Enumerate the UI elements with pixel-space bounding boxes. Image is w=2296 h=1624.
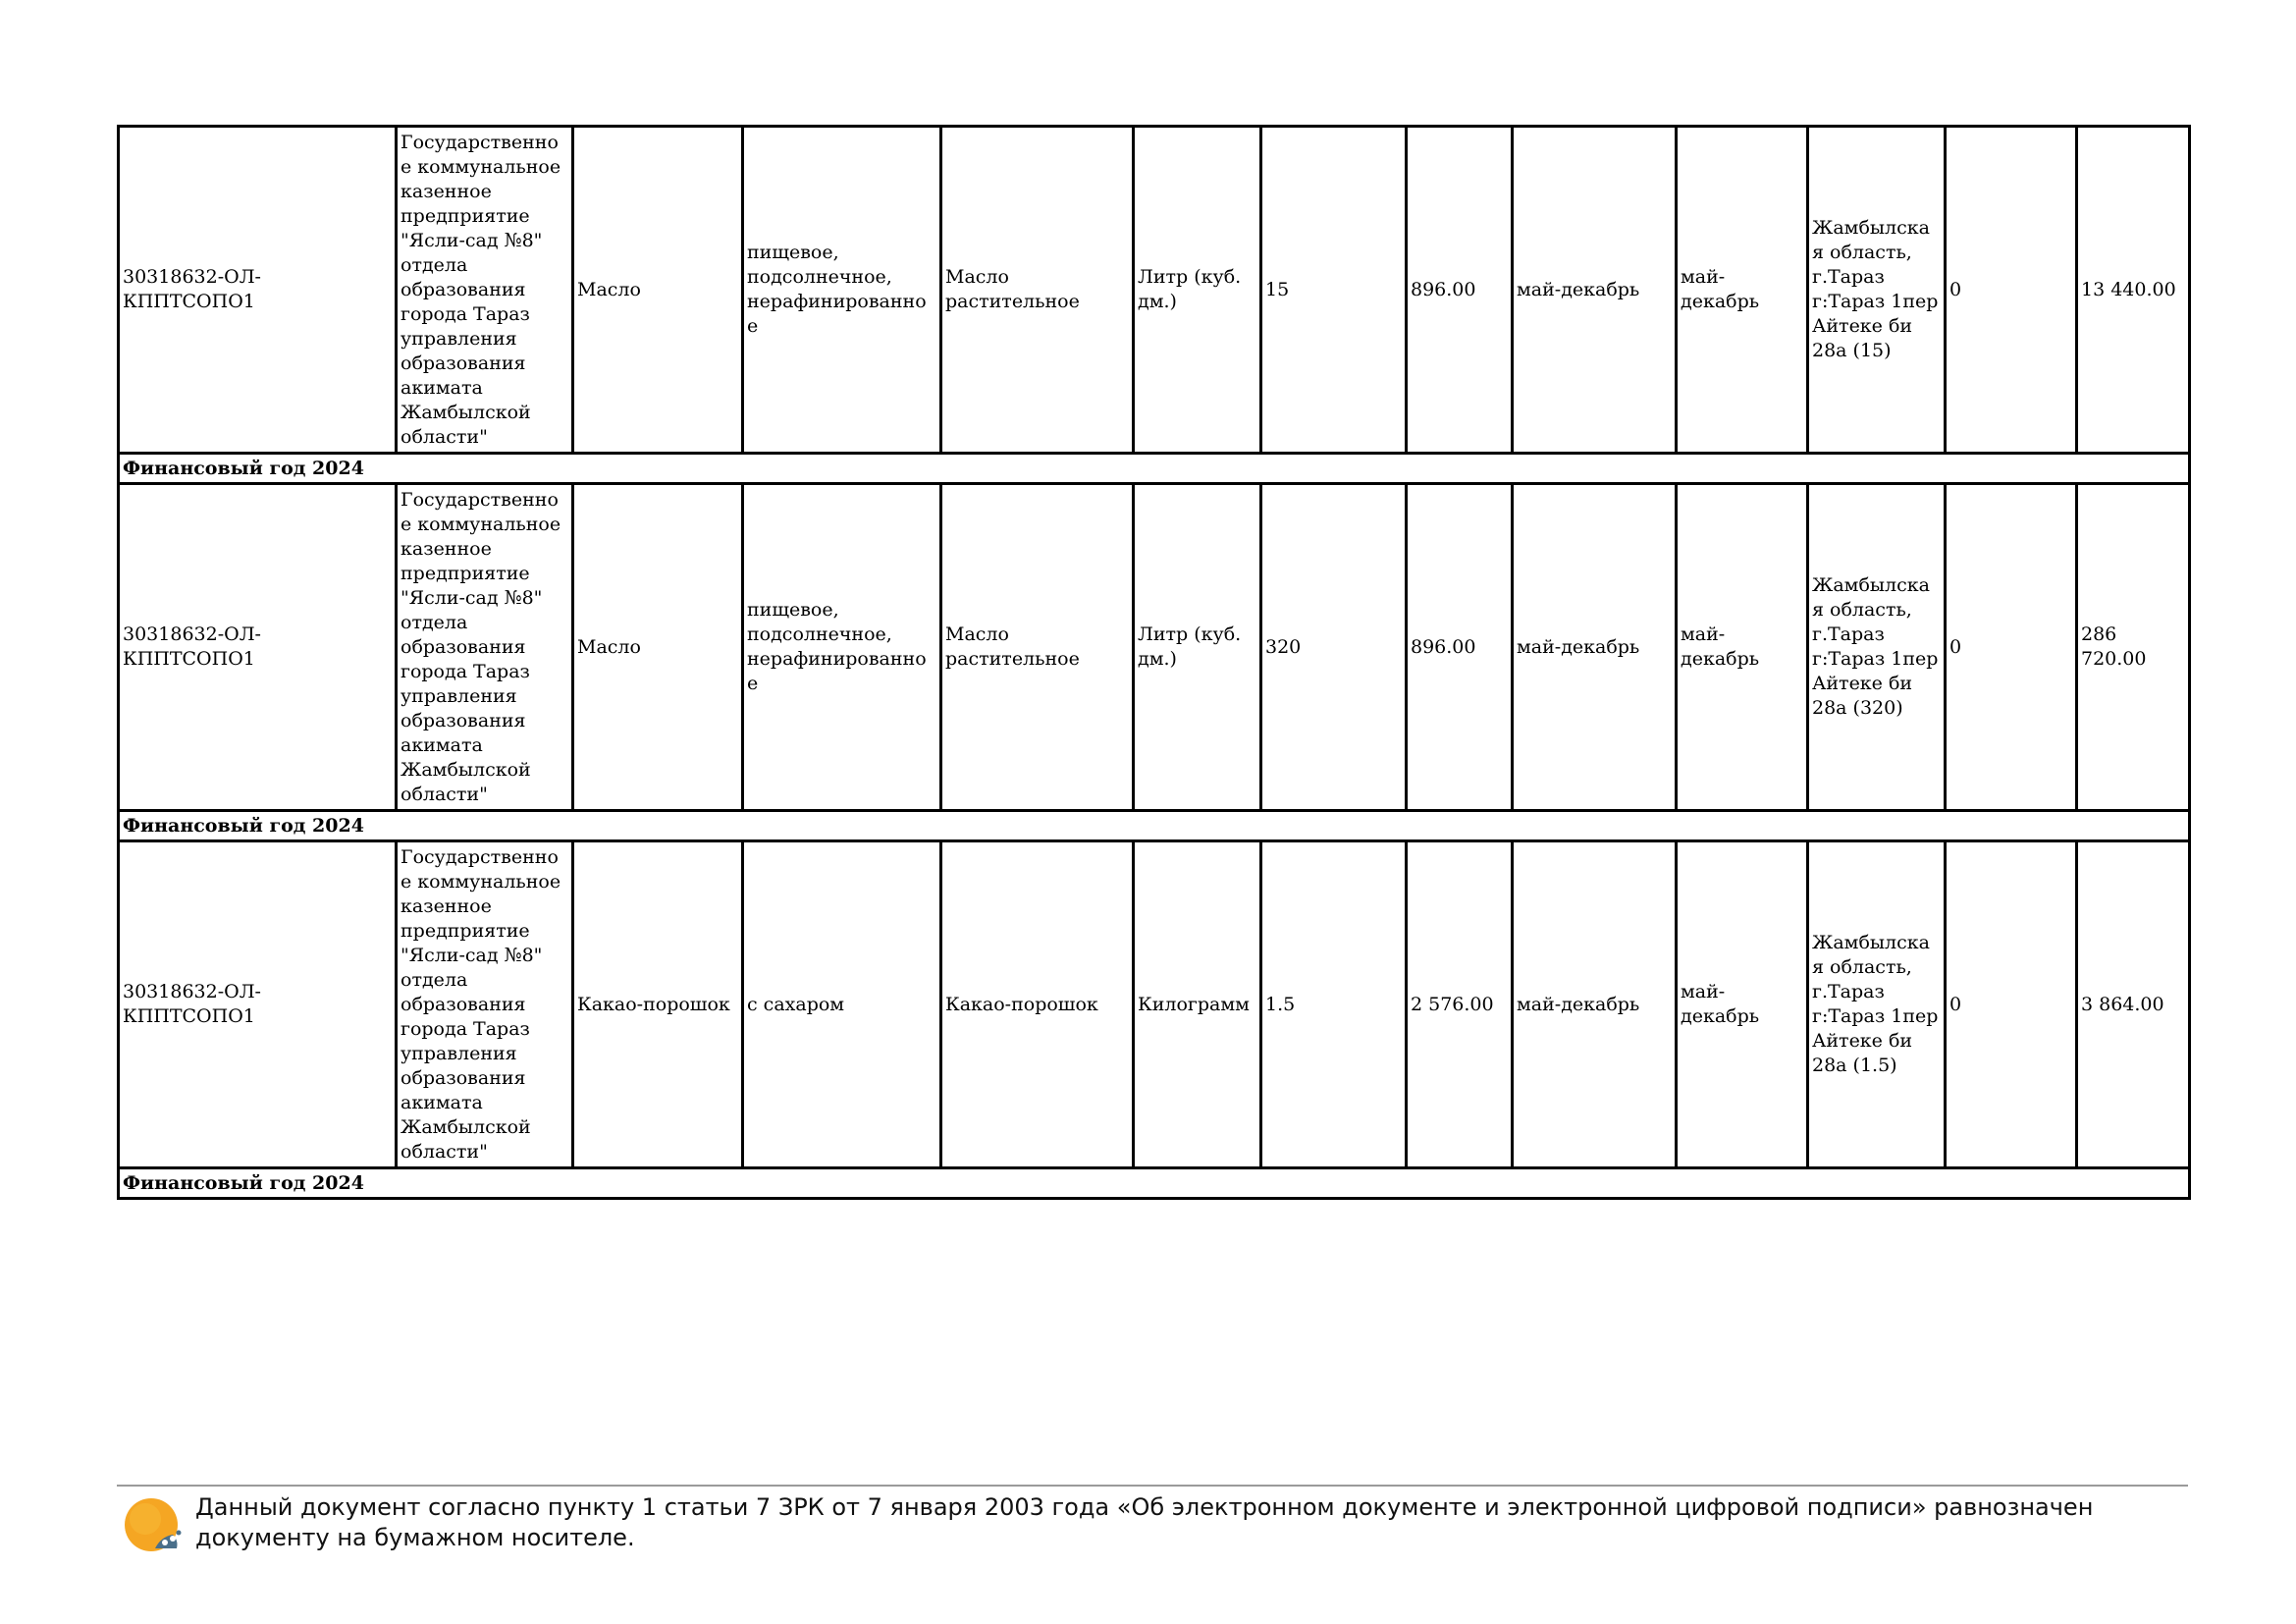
cell-code: 30318632-ОЛ-КППТСОПО1: [119, 484, 397, 811]
cell-period-1: май-декабрь: [1513, 484, 1677, 811]
cell-quantity: 320: [1261, 484, 1407, 811]
cell-price: 896.00: [1407, 484, 1513, 811]
cell-description: Масло растительное: [941, 484, 1134, 811]
financial-year-row: [119, 1168, 2190, 1199]
cell-quantity: 15: [1261, 127, 1407, 454]
cell-characteristic: пищевое, подсолнечное, нерафинированное: [743, 484, 941, 811]
cell-characteristic: с сахаром: [743, 841, 941, 1168]
cell-customer: Государственное коммунальное казенное предприятие "Ясли-сад №8" отдела образования города Тараз управления образования акимата Жамбылской области": [397, 127, 573, 454]
cell-advance: 0: [1946, 484, 2077, 811]
cell-code: 30318632-ОЛ-КППТСОПО1: [119, 841, 397, 1168]
table-row: [119, 841, 2190, 1168]
cell-customer: Государственное коммунальное казенное предприятие "Ясли-сад №8" отдела образования города Тараз управления образования акимата Жамбылской области": [397, 841, 573, 1168]
cell-total: 13 440.00: [2077, 127, 2190, 454]
cell-unit: Литр (куб. дм.): [1134, 127, 1261, 454]
cell-price: 896.00: [1407, 127, 1513, 454]
cell-unit: Килограмм: [1134, 841, 1261, 1168]
cell-place: Жамбылская область, г.Тараз г:Тараз 1пер Айтеке би 28а (15): [1808, 127, 1946, 454]
egov-sun-logo-icon: [122, 1491, 185, 1554]
financial-year-row: [119, 454, 2190, 484]
cell-characteristic: пищевое, подсолнечное, нерафинированное: [743, 127, 941, 454]
cell-period-1: май-декабрь: [1513, 127, 1677, 454]
cell-total: 286 720.00: [2077, 484, 2190, 811]
cell-period-2: май-декабрь: [1677, 127, 1808, 454]
footer-divider: [117, 1485, 2188, 1487]
cell-quantity: 1.5: [1261, 841, 1407, 1168]
financial-year-label: Финансовый год 2024: [119, 1168, 2190, 1199]
cell-price: 2 576.00: [1407, 841, 1513, 1168]
cell-name: Масло: [573, 484, 743, 811]
cell-customer: Государственное коммунальное казенное предприятие "Ясли-сад №8" отдела образования города Тараз управления образования акимата Жамбылской области": [397, 484, 573, 811]
cell-period-2: май-декабрь: [1677, 841, 1808, 1168]
cell-place: Жамбылская область, г.Тараз г:Тараз 1пер Айтеке би 28а (320): [1808, 484, 1946, 811]
table-row: [119, 484, 2190, 811]
cell-period-1: май-декабрь: [1513, 841, 1677, 1168]
financial-year-label: Финансовый год 2024: [119, 811, 2190, 841]
cell-code: 30318632-ОЛ-КППТСОПО1: [119, 127, 397, 454]
cell-name: Масло: [573, 127, 743, 454]
cell-period-2: май-декабрь: [1677, 484, 1808, 811]
table-row: [119, 127, 2190, 454]
cell-unit: Литр (куб. дм.): [1134, 484, 1261, 811]
cell-advance: 0: [1946, 841, 2077, 1168]
footer-legal-notice: Данный документ согласно пункту 1 статьи 7 ЗРК от 7 января 2003 года «Об электронном документе и электронной цифровой подписи» равнозначен документу на бумажном носителе.: [195, 1493, 2094, 1551]
cell-description: Какао-порошок: [941, 841, 1134, 1168]
financial-year-row: [119, 811, 2190, 841]
cell-name: Какао-порошок: [573, 841, 743, 1168]
procurement-plan-table: [117, 125, 2191, 1200]
cell-description: Масло растительное: [941, 127, 1134, 454]
cell-advance: 0: [1946, 127, 2077, 454]
cell-total: 3 864.00: [2077, 841, 2190, 1168]
cell-place: Жамбылская область, г.Тараз г:Тараз 1пер Айтеке би 28а (1.5): [1808, 841, 1946, 1168]
financial-year-label: Финансовый год 2024: [119, 454, 2190, 484]
